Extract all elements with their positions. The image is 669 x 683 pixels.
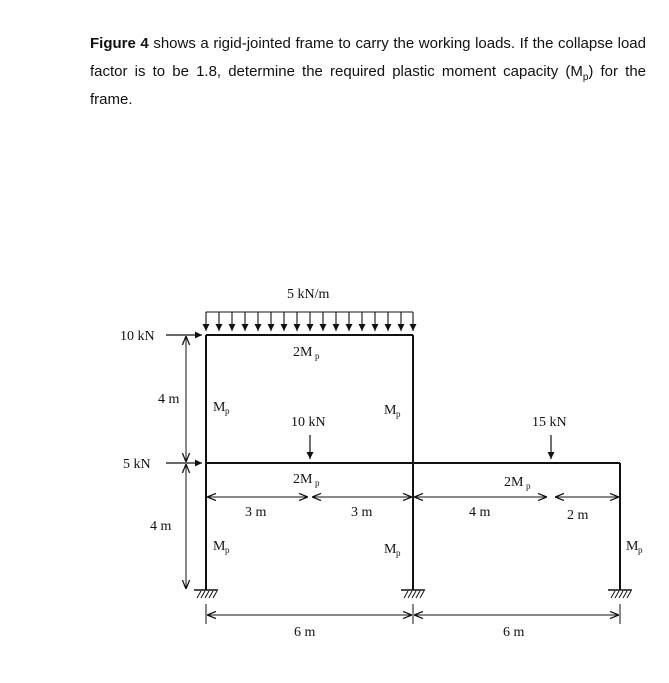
load-10kn-left-label: 10 kN [120,329,155,344]
svg-text:p: p [638,545,643,555]
dim-6m-right: 6 m [503,625,525,640]
capacity-left-floor-beam [293,472,320,488]
problem-text-1: shows a rigid-jointed frame to carry the working loads. If the collapse load factor is to be 1.8, determine the required plastic moment capacity (M [90,35,646,80]
svg-text:2M: 2M [293,472,313,487]
problem-text-subscript: p [582,72,589,83]
frame-members [206,335,620,590]
svg-text:M: M [626,539,639,554]
svg-text:M: M [213,539,226,554]
capacity-left-lower-column [213,539,230,555]
support-middle [401,590,425,598]
support-right [608,590,632,598]
svg-text:M: M [384,542,397,557]
svg-text:p: p [396,548,401,558]
dim-4m-upper: 4 m [158,392,180,407]
svg-text:p: p [526,481,531,491]
udl-label: 5 kN/m [287,287,330,302]
svg-text:M: M [384,403,397,418]
svg-text:2M: 2M [293,345,313,360]
span-dimensions [206,604,620,624]
udl-arrows [206,312,413,331]
dim-4m-lower: 4 m [150,519,172,534]
support-left [194,590,218,598]
capacity-middle-upper-column [384,403,401,419]
load-15kn-label: 15 kN [532,415,567,430]
svg-text:p: p [225,545,230,555]
capacity-right-column [626,539,643,555]
problem-text-2: ) for the frame. [90,63,647,108]
svg-text:p: p [315,351,320,361]
dim-3m-left: 3 m [245,505,267,520]
dim-3m-right: 3 m [351,505,373,520]
dim-4m-right: 4 m [469,505,491,520]
svg-text:2M: 2M [504,475,524,490]
svg-text:p: p [315,478,320,488]
svg-text:M: M [213,400,226,415]
figure-reference: Figure 4 [90,35,149,52]
capacity-middle-lower-column [384,542,401,558]
dim-2m: 2 m [567,508,589,523]
svg-text:p: p [225,406,230,416]
load-10kn-mid-label: 10 kN [291,415,326,430]
dim-6m-left: 6 m [294,625,316,640]
capacity-top-beam [293,345,320,361]
load-5kn-left-label: 5 kN [123,457,151,472]
capacity-right-floor-beam [504,475,531,491]
svg-text:p: p [396,409,401,419]
capacity-left-upper-column [213,400,230,416]
